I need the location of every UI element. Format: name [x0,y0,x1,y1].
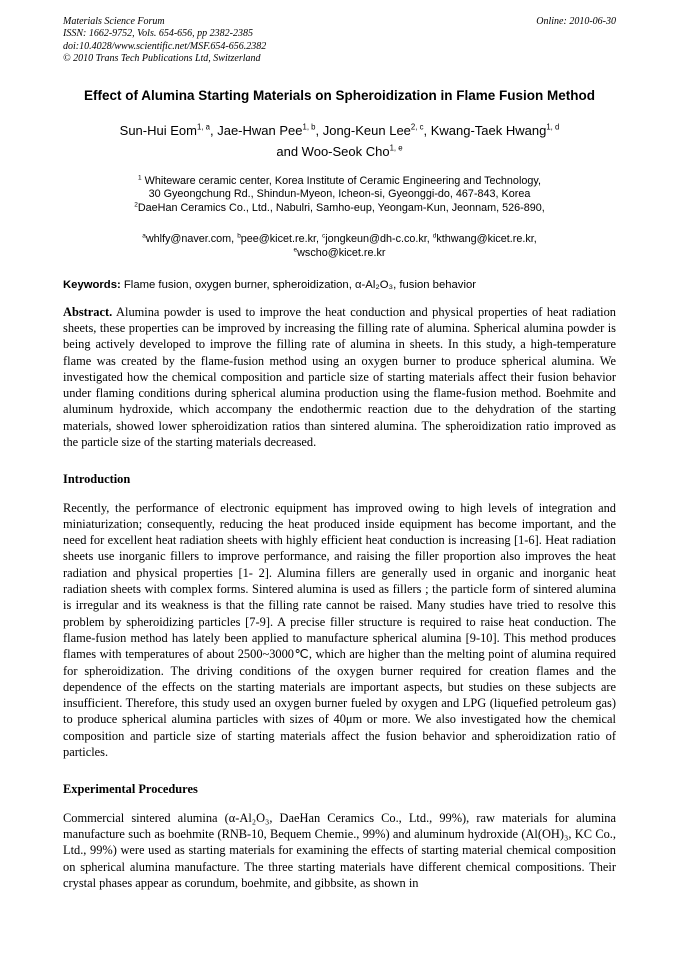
experimental-procedures-paragraph: Commercial sintered alumina (α-Al₂O₃, DaeHan Ceramics Co., Ltd., 99%), raw materials for alumina manufacture such as boehmite (RNB-10, Bequem Chemie., 99%) and aluminum hydroxide (Al(OH)₃, KC Co., Ltd., 99%) were used as starting materials for examining the effects of starting material chemical composition on spherical alumina manufacture. The three starting materials have different chemical compositions. Their crystal phases appear as corundum, boehmite, and gibbsite, as shown in [63,810,616,890]
abstract-paragraph [63,304,616,451]
affiliation-1: $^1$ Whiteware ceramic center, Korea Institute of Ceramic Engineering and Technology, 30 Gyeongchung Rd., Shindun-Myeon, Icheon-si, Gyeonggi-do, 467-843, Korea [138,174,541,201]
publication-header [63,16,616,66]
author-emails: $^a$whlfy@naver.com, $^b$pee@kicet.re.kr, $^c$jongkeun@dh-c.co.kr, $^d$kthwang@kicet.re.kr, $^e$wscho@kicet.re.kr [142,232,537,259]
paper-title: Effect of Alumina Starting Materials on Spheroidization in Flame Fusion Method [83,87,596,103]
journal-name: Materials Science Forum [63,16,165,27]
abstract-text: Alumina powder is used to improve the heat conduction and physical properties of heat radiation sheets, these properties can be improved by increasing the filling rate of alumina. Spherical alumina powder is being actively developed to improve the filling rate of alumina in sheets. In this study, a high-temperature flame was created by the flame-fusion method using an oxygen burner to produce spherical alumina. We investigated how the chemical composition and particle size of starting materials affect their fusion behavior under flaming conditions during spherical alumina production using the flame-fusion method. Boehmite and aluminum hydroxide, which accompany the endothermic reaction due to the dehydration of the starting materials, showed lower spheroidization ratios than sintered alumina. The spheroidization ratio improved as the particle size of the starting materials decreased. [63,304,616,449]
doi-line: doi:10.4028/www.scientific.net/MSF.654-656.2382 [63,40,267,52]
online-date: Online: 2010-06-30 [536,16,616,27]
keywords-text: Flame fusion, oxygen burner, spheroidization, α-Al₂O₃, fusion behavior [123,278,477,291]
affiliation-2: $^2$DaeHan Ceramics Co., Ltd., Nabulri, Samho-eup, Yeongam-Kun, Jeonnam, 526-890, [134,201,545,215]
abstract-label: Abstract. [63,304,113,319]
keywords-line [63,278,616,292]
authors-line: Sun-Hui Eom$^{1, a}$, Jae-Hwan Pee$^{1, b}$, Jong-Keun Lee$^{2, c}$, Kwang-Taek Hwang$^{1, d}$ and Woo-Seok Cho$^{1, e}$ [119,122,560,159]
affiliations-block [63,175,616,216]
section-heading-experimental-procedures: Experimental Procedures [63,782,198,797]
introduction-paragraph: Recently, the performance of electronic equipment has improved owing to high levels of integration and miniaturization; consequently, reducing the heat produced inside equipment has become important, and the need for excellent heat radiation sheets with highly efficient heat conduction is increasing [1-6]. Heat radiation sheets use inorganic fillers to improve performance, and raising the filler proportion also improves the heat radiation and physical properties [1- 2]. Alumina fillers are generally used in organic and inorganic heat radiation sheets with complex forms. Sintered alumina is used as fillers ; the particle form of sintered alumina is irregular and its weakness is that the filling rate cannot be raised. Many studies have tried to resolve this problem by spheroidizing particles [7-9]. A precise filler structure is required to raise heat conduction. The flame-fusion method has lately been applied to manufacture spherical alumina [9-10]. This method produces flames with temperatures of about 2500~3000℃, which are higher than the melting point of alumina required for spheroidization. The driving conditions of the oxygen burner required for creation flames and the dependence of the effects on the starting materials are important aspects, but studies on these subjects are insufficient. Therefore, this study used an oxygen burner fueled by oxygen and LPG (liquefied petroleum gas) to produce spherical alumina particles with sizes of 40μm or more. We also investigated how the chemical composition and particle size of starting materials affect the fusion behavior and spheroidization ratio of particles. [63,500,616,760]
copyright-line: © 2010 Trans Tech Publications Ltd, Switzerland [63,53,261,65]
issn-line: ISSN: 1662-9752, Vols. 654-656, pp 2382-2385 [63,28,253,40]
keywords-label: Keywords: [63,278,121,291]
section-heading-introduction: Introduction [63,472,131,487]
publication-header-row [63,16,616,28]
